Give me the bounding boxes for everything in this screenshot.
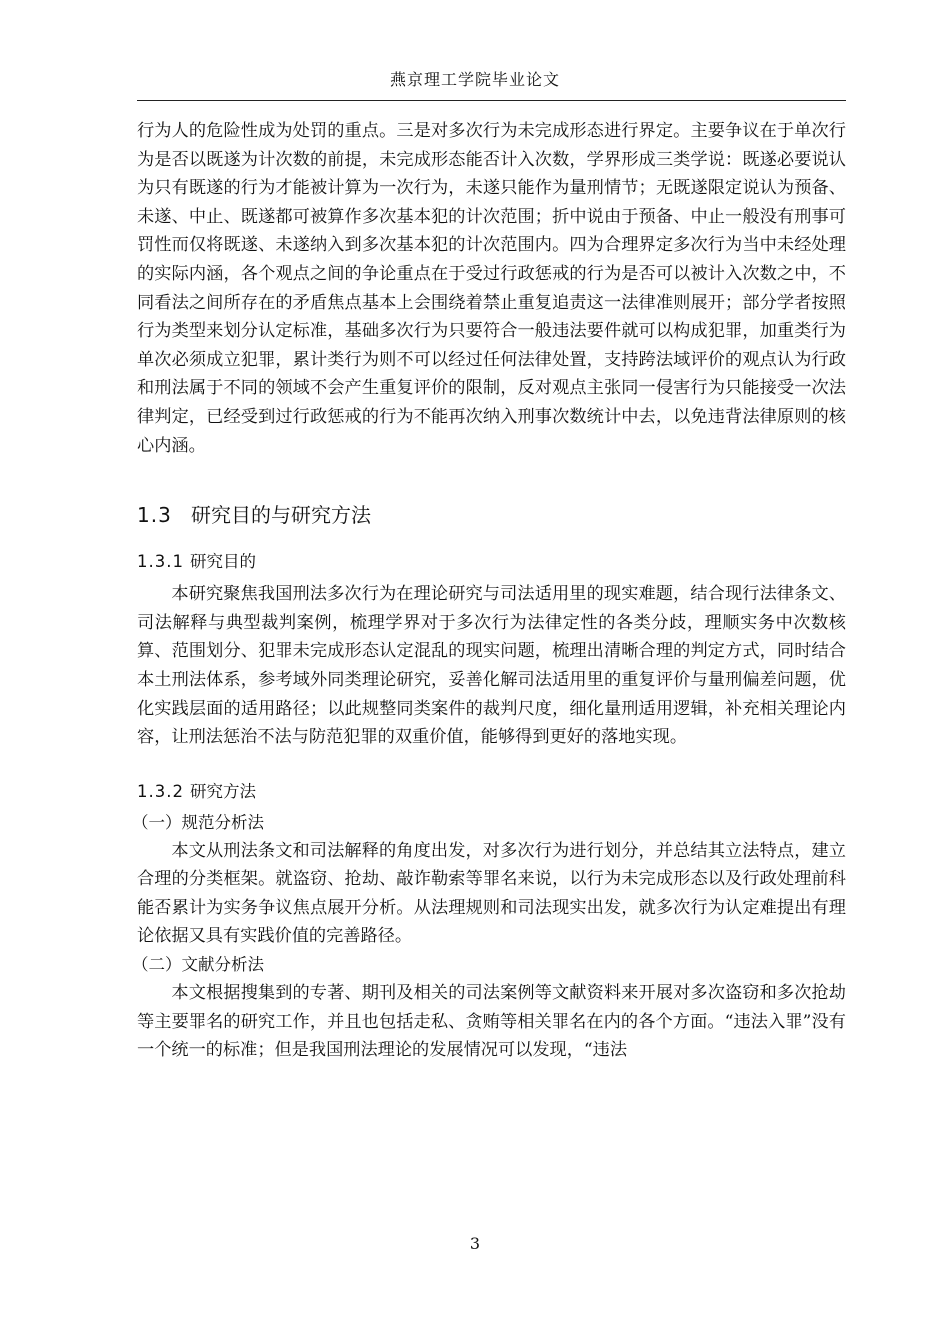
section-title: 研究目的与研究方法 — [191, 503, 371, 528]
running-header: 燕京理工学院毕业论文 — [389, 70, 560, 89]
page-number: 3 — [469, 1234, 481, 1253]
subsection-title: 研究目的 — [189, 552, 256, 572]
section-number: 1.3 — [137, 503, 172, 528]
subsection-heading-1-3-2 — [137, 780, 846, 804]
continuation-paragraph: 行为人的危险性成为处罚的重点。三是对多次行为未完成形态进行界定。主要争议在于单次行为是否以既遂为计次数的前提，未完成形态能否计入次数，学界形成三类学说：既遂必要说认为只有既遂的行为才能被计算为一次行为，未遂只能作为量刑情节；无既遂限定说认为预备、未遂、中止、既遂都可被算作多次基本犯的计次范围；折中说由于预备、中止一般没有刑事可罚性而仅将既遂、未遂纳入到多次基本犯的计次范围内。四为合理界定多次行为当中未经处理的实际内涵，各个观点之间的争论重点在于受过行政惩戒的行为是否可以被计入次数之中，不同看法之间所存在的矛盾焦点基本上会围绕着禁止重复追责这一法律准则展开；部分学者按照行为类型来划分认定标准，基础多次行为只要符合一般违法要件就可以构成犯罪，加重类行为单次必须成立犯罪，累计类行为则不可以经过任何法律处置，支持跨法域评价的观点认为行政和刑法属于不同的领域不会产生重复评价的限制，反对观点主张同一侵害行为只能接受一次法律判定，已经受到过行政惩戒的行为不能再次纳入刑事次数统计中去，以免违背法律原则的核心内涵。 — [137, 121, 846, 456]
subsection-title: 研究方法 — [189, 781, 256, 801]
method-label-literature-analysis: （二）文献分析法 — [132, 955, 264, 975]
literature-analysis-paragraph: 本文根据搜集到的专著、期刊及相关的司法案例等文献资料来开展对多次盗窃和多次抢劫等主要罪名的研究工作，并且也包括走私、贪贿等相关罪名在内的各个方面。“违法入罪”没有一个统一的标准；但是我国刑法理论的发展情况可以发现，“违法 — [137, 983, 846, 1061]
subsection-number: 1.3.1 — [137, 552, 184, 572]
research-purpose-paragraph: 本研究聚焦我国刑法多次行为在理论研究与司法适用里的现实难题，结合现行法律条文、司法解释与典型裁判案例，梳理学界对于多次行为法律定性的各类分歧，理顺实务中次数核算、范围划分、犯罪未完成形态认定混乱的现实问题，梳理出清晰合理的判定方式，同时结合本土刑法体系，参考域外同类理论研究，妥善化解司法适用里的重复评价与量刑偏差问题，优化实践层面的适用路径；以此规整同类案件的裁判尺度，细化量刑适用逻辑，补充相关理论内容，让刑法惩治不法与防范犯罪的双重价值，能够得到更好的落地实现。 — [137, 584, 846, 748]
subsection-heading-1-3-1 — [137, 550, 846, 574]
section-heading-1-3 — [137, 501, 846, 529]
page-content — [132, 117, 846, 1065]
subsection-number: 1.3.2 — [137, 781, 184, 801]
header-divider — [137, 100, 846, 101]
normative-analysis-paragraph: 本文从刑法条文和司法解释的角度出发，对多次行为进行划分，并总结其立法特点，建立合理的分类框架。就盗窃、抢劫、敲诈勒索等罪名来说，以行为未完成形态以及行政处理前科能否累计为实务争议焦点展开分析。从法理规则和司法现实出发，就多次行为认定难提出有理论依据又具有实践价值的完善路径。 — [137, 840, 846, 947]
method-label-normative-analysis: （一）规范分析法 — [132, 812, 264, 832]
